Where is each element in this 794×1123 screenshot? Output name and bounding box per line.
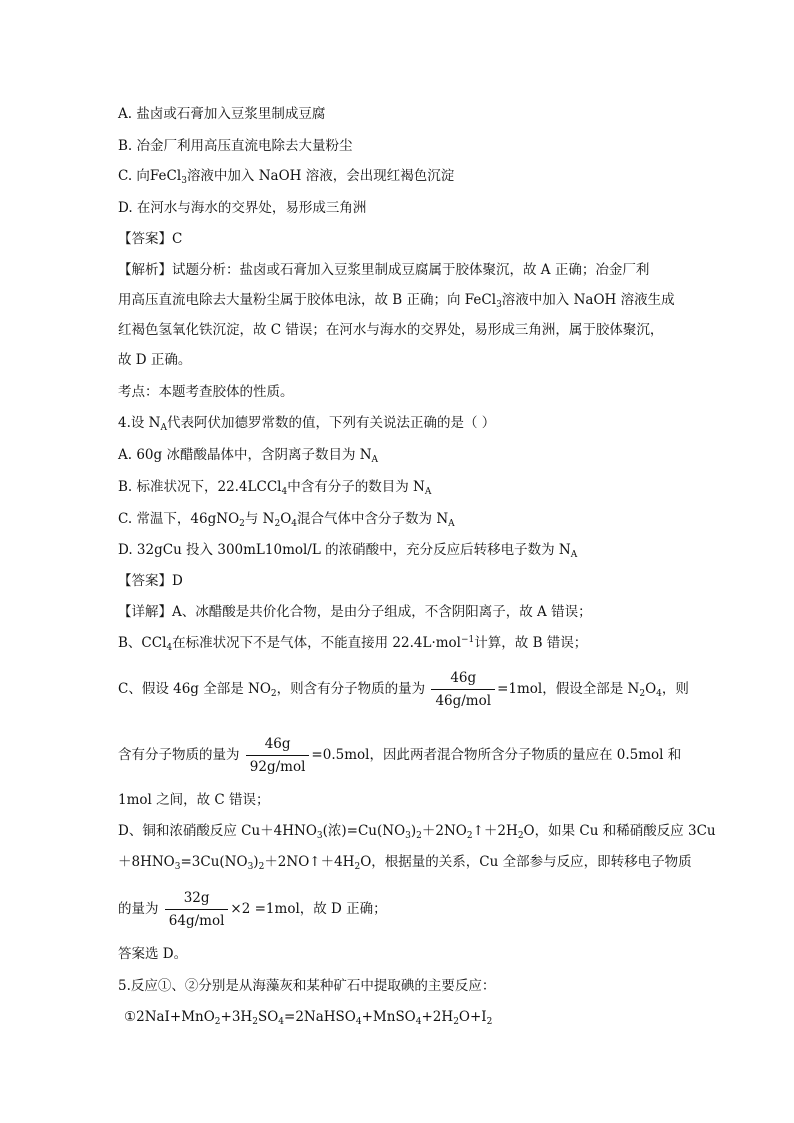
q3-analysis-line-4: 故 D 正确。 <box>118 352 192 368</box>
q4-detail-c-line-3: 1mol 之间，故 C 错误； <box>118 792 270 808</box>
q5-stem: 5.反应①、②分别是从海藻灰和某种矿石中提取碘的主要反应： <box>118 978 496 994</box>
q4-detail-a: 【详解】A、冰醋酸是共价化合物，是由分子组成，不含阴阳离子，故 A 错误； <box>118 604 592 620</box>
q5-equation-1: $①2NaI+MnO_2+3H_2SO_4=2NaHSO_4+MnSO_4+2H_2O+I_2$ <box>124 1009 493 1027</box>
q3-analysis-line-1: 【解析】试题分析：盐卤或石膏加入豆浆里制成豆腐属于胶体聚沉，故 A 正确；冶金厂利 <box>118 262 650 278</box>
q4-answer: 【答案】D <box>118 573 183 589</box>
fraction-32g-over-64gmol: $\frac{32g}{\text{64g/mol}}$ <box>165 888 229 931</box>
q4-detail-b: B、CCl$_4$在标准状况下不是气体，不能直接用 22.4L·mol$^{-1}$计算，故 B 错误； <box>118 635 588 653</box>
q4-detail-c-line-1: C、假设 46g 全部是 $NO_2$，则含有分子物质的量为 $\frac{46g}{\text{46g/mol}}$ =1mol，假设全部是 $N_2O_4$，则 <box>118 670 689 709</box>
q4-option-a: A. 60g 冰醋酸晶体中，含阴离子数目为 $N_A$ <box>118 447 379 465</box>
q4-option-c: C. 常温下，46gNO$_2$与 $N_2O_4$混合气体中含分子数为 $N_A$ <box>118 511 455 529</box>
q3-analysis-line-2: 用高压直流电除去大量粉尘属于胶体电泳，故 B 正确；向 FeCl$_3$溶液中加入 NaOH 溶液生成 <box>118 292 675 310</box>
fraction-46g-over-46gmol: $\frac{46g}{\text{46g/mol}}$ <box>431 668 495 711</box>
q4-detail-d-line-1: D、铜和浓硝酸反应 $Cu+4HNO_3$(浓)$=Cu(NO_3)_2+2NO_2↑+2H_2O$，如果 Cu 和稀硝酸反应 3Cu <box>118 823 716 841</box>
q4-option-b: B. 标准状况下，22.4LCCl$_4$中含有分子的数目为 $N_A$ <box>118 479 432 497</box>
q3-kaodian: 考点：本题考查胶体的性质。 <box>118 384 294 400</box>
q3-option-b: B. 冶金厂利用高压直流电除去大量粉尘 <box>118 138 353 154</box>
q3-option-a: A. 盐卤或石膏加入豆浆里制成豆腐 <box>118 106 326 122</box>
q4-detail-c-line-2: 含有分子物质的量为 $\frac{46g}{\text{92g/mol}}$ =0.5mol，因此两者混合物所含分子物质的量应在 0.5mol 和 <box>118 736 682 775</box>
q3-option-c: C. 向FeCl$_3$溶液中加入 NaOH 溶液，会出现红褐色沉淀 <box>118 168 455 186</box>
q4-final-answer: 答案选 D。 <box>118 946 188 962</box>
q4-detail-d-line-3: 的量为 $\frac{32g}{\text{64g/mol}}$ ×2 =1mol，故 D 正确； <box>118 890 387 929</box>
q4-option-d: D. 32gCu 投入 300mL10mol/L 的浓硝酸中，充分反应后转移电子数为 $N_A$ <box>118 542 578 560</box>
q3-answer: 【答案】C <box>118 231 183 247</box>
q3-analysis-line-3: 红褐色氢氧化铁沉淀，故 C 错误；在河水与海水的交界处，易形成三角洲，属于胶体聚沉， <box>118 322 664 338</box>
q3-option-d: D. 在河水与海水的交界处，易形成三角洲 <box>118 200 367 216</box>
q4-stem: 4.设 $N_A$代表阿伏加德罗常数的值，下列有关说法正确的是（ ） <box>118 415 496 433</box>
q4-detail-d-line-2: $+8HNO_3=3Cu(NO_3)_2+2NO↑+4H_2O$，根据量的关系，Cu 全部参与反应，即转移电子物质 <box>118 854 692 872</box>
fraction-46g-over-92gmol: $\frac{46g}{\text{92g/mol}}$ <box>246 734 310 777</box>
